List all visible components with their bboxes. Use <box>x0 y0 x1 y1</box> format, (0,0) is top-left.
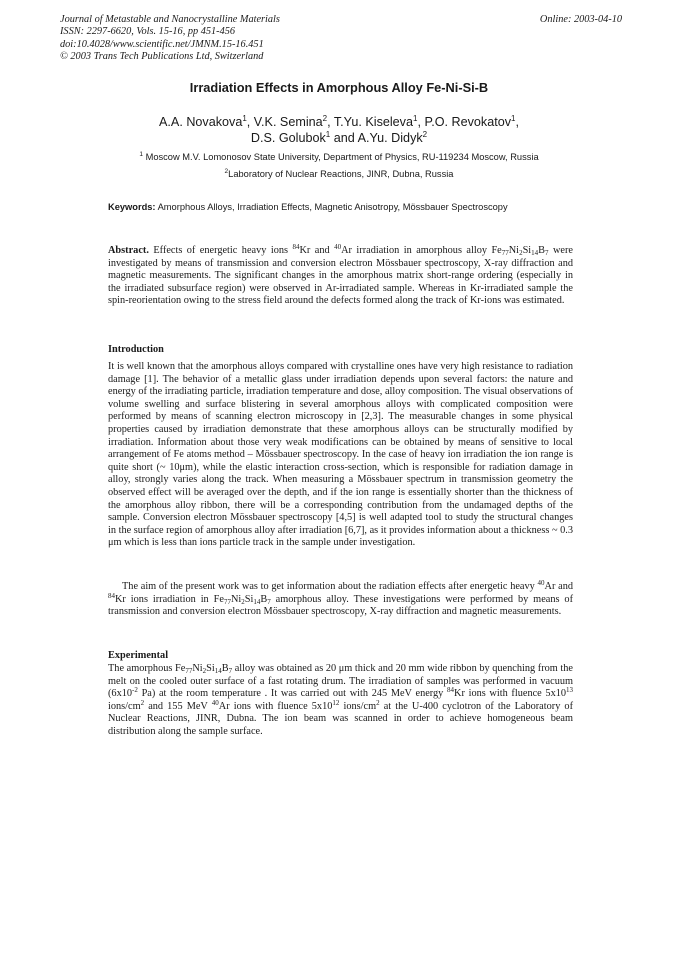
paragraph-text: The aim of the present work was to get information about the radiation effects after energetic heavy <box>122 581 535 592</box>
subscript: 2 <box>519 249 523 257</box>
paragraph-text: Kr ions with fluence 5x10 <box>454 688 567 700</box>
abstract-text: B <box>538 245 546 256</box>
abstract-text: Si <box>522 245 532 256</box>
journal-name: Journal of Metastable and Nanocrystalline Materials <box>60 14 280 25</box>
abstract-label: Abstract. <box>108 245 149 256</box>
subscript: 77 <box>185 667 193 675</box>
introduction-paragraph-1: It is well known that the amorphous alloys compared with crystalline ones have very high resistance to radiation damage [1]. The behavior of a metallic glass under irradiation depends upon several factors: the nature and energy of the irradiating particle, irradiation temperature and dose, alloy composition. The visual observations of volume swelling and surface blistering in several amorphous alloys with complicated composition were performed by means of scanning electron microscopy in [2,3]. The measurable changes in some physical properties caused by irradiation demonstrate that these amorphous alloys can be structurally modified by irradiation. Information about those very weak modifications can be obtained by means of sensitive to local arrangement of Fe atoms method – Mössbauer spectroscopy. In the case of heavy ion irradiation the ion range is quite short (~ 10μm), while the elastic interaction cross-section, which is responsible for radiation damage in alloy, strongly varies along the track. When measuring a Mössbauer spectrum in transmission geometry the observed effect will be averaged over the depth, and if the ion range is essentially shorter than the thickness of the amorphous alloy ribbon, there will be a corresponding contribution from the undamaged depths of the sample. Conversion electron Mössbauer spectroscopy [4,5] is well adapted tool to study the structural changes in the surface region of amorphous alloy after irradiation [6,7], as it provides information about a thickness ~ 0.3 μm which is less than ions particle track in the sample under investigation. <box>108 361 573 549</box>
introduction-paragraph-2 <box>108 581 573 619</box>
paragraph-text: amorphous alloy. These investigations were performed by means of transmission and conversion electron Mössbauer spectroscopy, X-ray diffraction and magnetic measurements. <box>108 593 573 618</box>
paragraph-text: Si <box>244 593 254 605</box>
subscript: 7 <box>267 597 271 606</box>
author-name: T.Yu. Kiseleva <box>333 115 413 129</box>
author-affiliation-mark: 1 <box>511 114 516 123</box>
paragraph-text: The amorphous Fe <box>108 663 186 674</box>
author-affiliation-mark: 1 <box>242 114 247 123</box>
abstract-text: Ar irradiation in amorphous alloy Fe <box>341 245 502 256</box>
abstract-text: Effects of energetic heavy ions <box>153 245 288 256</box>
paragraph-text: Ni <box>230 593 242 605</box>
author-name: A.Yu. Didyk <box>357 131 423 145</box>
author-name: A.A. Novakova <box>159 115 243 129</box>
paragraph-text: Ar and <box>544 581 573 592</box>
author-name: P.O. Revokatov <box>424 115 512 129</box>
paragraph-text: Kr ions irradiation in Fe <box>115 593 224 605</box>
journal-header <box>60 14 280 63</box>
superscript: 2 <box>140 698 145 707</box>
mass-number: 40 <box>537 579 545 587</box>
paragraph-text: alloy was obtained as 20 μm thick and 20 mm wide ribbon by quenching from the melt on the cooled outer surface of a fast rotating drum. The irradiation of samples was performed in vacuum (6x10 <box>108 663 573 700</box>
author-conjunction: and <box>333 131 355 145</box>
affiliation-2 <box>0 169 678 179</box>
paragraph-text: Pa) at the room temperature . It was carried out with 245 MeV energy <box>141 688 444 700</box>
online-date: Online: 2003-04-10 <box>539 14 622 25</box>
paragraph-text: and 155 MeV <box>148 700 208 712</box>
abstract-text: Kr and <box>299 245 330 256</box>
experimental-paragraph <box>108 663 573 739</box>
abstract <box>108 245 573 308</box>
mass-number: 84 <box>447 686 455 695</box>
affiliation-text: Laboratory of Nuclear Reactions, JINR, Dubna, Russia <box>228 169 454 179</box>
subscript: 2 <box>241 597 245 606</box>
keywords-label: Keywords: <box>108 202 156 212</box>
paper-title: Irradiation Effects in Amorphous Alloy Fe-Ni-Si-B <box>189 80 489 95</box>
author-list <box>0 114 678 146</box>
paragraph-text: Ar ions with fluence 5x10 <box>218 700 333 712</box>
subscript: 14 <box>253 597 261 606</box>
subscript: 77 <box>501 249 509 257</box>
experimental-heading: Experimental <box>108 650 169 661</box>
keywords-text: Amorphous Alloys, Irradiation Effects, Magnetic Anisotropy, Mössbauer Spectroscopy <box>157 202 508 212</box>
paragraph-text: at the U-400 cyclotron of the Laboratory of Nuclear Reactions, JINR, Dubna. The ion beam was scanned in order to achieve homogeneous beam distribution along the sample surface. <box>108 700 574 737</box>
subscript: 14 <box>214 667 222 675</box>
author-line-1: A.A. Novakova$^1$, V.K. Semina$^2$, T.Yu. Kiseleva$^1$, P.O. Revokatov$^1$, <box>159 114 519 129</box>
author-affiliation-mark: 1 <box>325 130 331 139</box>
paragraph-text: Si <box>206 663 215 674</box>
author-name: D.S. Golubok <box>250 131 326 145</box>
abstract-text: Ni <box>508 245 520 256</box>
paragraph-text: Ni <box>192 663 203 674</box>
author-line-2 <box>0 130 678 146</box>
mass-number: 40 <box>211 698 219 707</box>
subscript: 7 <box>228 667 233 675</box>
keywords <box>108 202 508 212</box>
affiliation-text: Moscow M.V. Lomonosov State University, Department of Physics, RU-119234 Moscow, Russia <box>145 152 539 162</box>
paragraph-text: B <box>221 663 229 674</box>
superscript: 13 <box>566 686 574 695</box>
subscript: 2 <box>202 667 207 675</box>
journal-copyright: © 2003 Trans Tech Publications Ltd, Switzerland <box>60 50 264 62</box>
superscript: 2 <box>376 698 380 707</box>
affiliation-1 <box>0 152 678 162</box>
mass-number: 84 <box>292 243 300 251</box>
author-name: V.K. Semina <box>253 115 323 129</box>
abstract-text: were investigated by means of transmission and conversion electron Mössbauer spectroscopy, X-ray diffraction and magnetic measurements. The significant changes in the amorphous matrix short-range ordering (especially in the irradiated subsurface region) were observed in Ar-irradiated sample. Whereas in Kr-irradiated sample the spin-reorientation owing to the stress field around the defects formed along the track of Kr-ions was estimated. <box>108 245 573 307</box>
subscript: 14 <box>531 249 539 257</box>
subscript: 77 <box>223 597 231 606</box>
superscript: -2 <box>132 686 138 695</box>
mass-number: 40 <box>334 243 342 251</box>
superscript: 12 <box>332 698 340 707</box>
affiliation-mark: 1 <box>139 151 143 158</box>
affiliation-mark: 2 <box>224 168 229 175</box>
subscript: 7 <box>545 249 549 257</box>
paragraph-text: ions/cm <box>108 700 141 712</box>
author-affiliation-mark: 2 <box>422 130 428 139</box>
journal-doi: doi:10.4028/www.scientific.net/JMNM.15-16.451 <box>60 38 264 50</box>
introduction-heading: Introduction <box>108 344 164 355</box>
author-affiliation-mark: 1 <box>412 114 418 123</box>
journal-issn: ISSN: 2297-6620, Vols. 15-16, pp 451-456 <box>60 26 236 38</box>
author-affiliation-mark: 2 <box>322 114 328 123</box>
mass-number: 84 <box>108 591 115 600</box>
paragraph-text: ions/cm <box>343 700 377 712</box>
paragraph-text: B <box>260 593 268 605</box>
